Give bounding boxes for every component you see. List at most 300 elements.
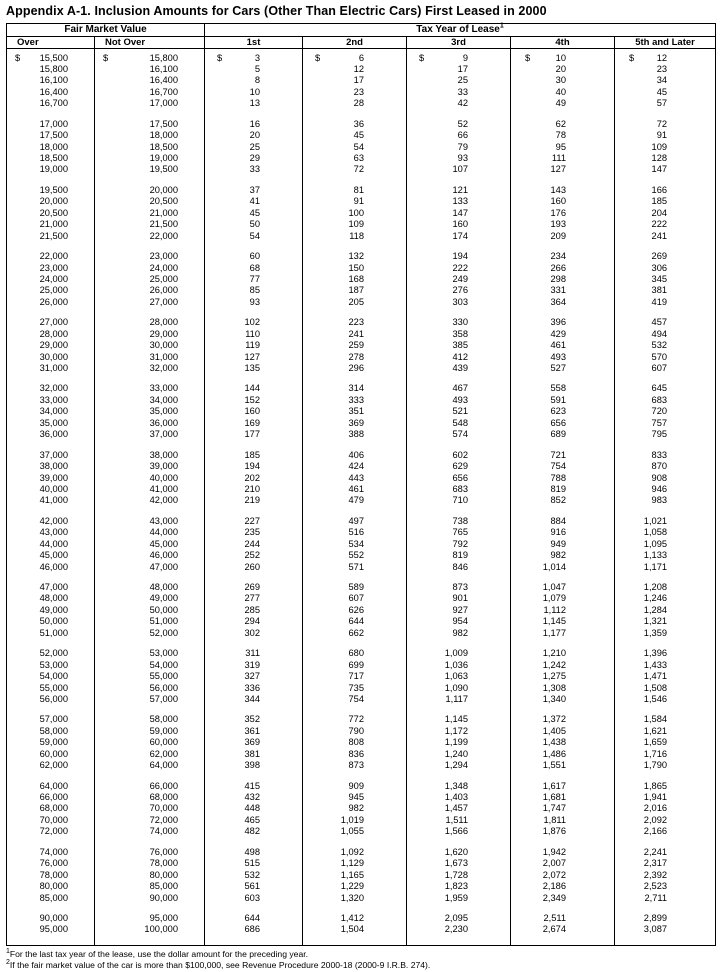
value-cell: 884 [550, 515, 567, 526]
value-group [615, 781, 715, 847]
value-cell: 1,117 [445, 693, 469, 704]
value-cell: 419 [651, 296, 668, 307]
value-cell: 982 [550, 550, 567, 561]
value-cell: 147 [651, 164, 668, 175]
value-cell: 1,412 [340, 912, 365, 923]
value-group [7, 516, 94, 582]
value-cell: 27,000 [39, 317, 68, 328]
value-cell: 241 [348, 328, 365, 339]
value-cell: 1,058 [643, 527, 668, 538]
value-cell: 1,865 [643, 780, 668, 791]
value-cell: 1,284 [643, 604, 668, 615]
value-cell: 686 [244, 924, 261, 935]
value-cell: 52,000 [149, 627, 179, 638]
value-cell: 1,621 [643, 725, 668, 736]
value-cell: 754 [348, 693, 365, 704]
value-group [7, 781, 94, 847]
value-cell: 754 [550, 461, 567, 472]
value-group [511, 648, 614, 714]
footnote-2-marker: 2 [6, 959, 10, 967]
value-group [205, 781, 302, 847]
value-cell: $ 12 [629, 52, 668, 63]
value-cell: 1,433 [643, 659, 668, 670]
value-cell: 276 [452, 285, 469, 296]
value-cell: 57,000 [149, 693, 179, 704]
value-cell: 683 [452, 483, 469, 494]
value-cell: 37,000 [149, 429, 179, 440]
value-cell: 2,711 [644, 892, 668, 903]
value-cell: 45 [249, 207, 261, 218]
value-group [303, 847, 406, 913]
value-cell: 19,000 [149, 153, 179, 163]
value-cell: 2,349 [542, 892, 567, 903]
column-4th-cells [511, 48, 615, 945]
value-cell: 33 [249, 164, 261, 175]
value-cell: 205 [348, 296, 365, 307]
value-cell: 1,294 [444, 760, 469, 771]
value-cell: 133 [452, 196, 469, 207]
value-cell: 59,000 [39, 737, 68, 748]
value-cell: 47,000 [39, 582, 68, 592]
value-cell: 870 [651, 461, 668, 472]
value-cell: 35,000 [39, 417, 68, 428]
value-cell: 1,246 [643, 593, 668, 604]
value-cell: 17 [457, 63, 469, 74]
value-cell: 95,000 [39, 924, 68, 935]
value-cell: 20 [249, 130, 261, 141]
value-cell: 792 [452, 538, 469, 549]
value-group [511, 49, 614, 119]
value-cell: 50 [249, 219, 261, 230]
value-cell: 351 [348, 406, 365, 417]
value-cell: 683 [651, 394, 668, 405]
value-cell: 18,000 [39, 141, 68, 152]
value-cell: 42 [457, 98, 469, 109]
value-cell: 1,504 [340, 924, 365, 935]
value-cell: 60,000 [39, 748, 68, 759]
value-group [615, 450, 715, 516]
value-group [7, 450, 94, 516]
value-group [511, 913, 614, 945]
value-cell: 358 [452, 328, 469, 339]
value-cell: 461 [348, 483, 365, 494]
value-cell: 37,000 [39, 449, 68, 460]
value-cell: 194 [452, 251, 469, 262]
value-cell: 1,486 [542, 748, 567, 759]
value-cell: 1,372 [542, 714, 567, 725]
value-cell: 1,129 [340, 858, 365, 869]
value-group [615, 49, 715, 119]
value-cell: 23 [656, 63, 668, 74]
value-cell: 448 [244, 803, 261, 814]
footnote-1-text: For the last tax year of the lease, use the dollar amount for the preceding year. [9, 948, 308, 959]
value-cell: 60,000 [149, 737, 179, 748]
value-cell: 1,321 [643, 616, 668, 627]
value-cell: 21,500 [39, 230, 68, 241]
value-group [205, 251, 302, 317]
value-cell: 210 [244, 483, 261, 494]
value-cell: 521 [452, 406, 469, 417]
value-cell: 552 [348, 550, 365, 561]
column-header-4th: 4th [511, 36, 615, 48]
column-header-5th-and-later: 5th and Later [615, 36, 716, 48]
value-cell: $ 6 [315, 52, 365, 63]
value-cell: 1,165 [340, 869, 365, 880]
value-cell: 160 [550, 196, 567, 207]
value-cell: 721 [550, 449, 567, 460]
value-cell: 36,000 [39, 429, 68, 440]
value-cell: 109 [651, 141, 668, 152]
value-cell: 81 [353, 184, 365, 195]
value-cell: 235 [244, 527, 261, 538]
value-cell: 51,000 [39, 627, 68, 638]
value-group [407, 317, 510, 383]
value-cell: 16,700 [149, 86, 179, 97]
value-cell: 623 [550, 406, 567, 417]
value-cell: 32,000 [149, 363, 179, 373]
value-cell: 314 [348, 383, 365, 394]
value-cell: 222 [452, 262, 469, 273]
value-cell: 607 [651, 363, 668, 373]
value-cell: 833 [651, 449, 668, 460]
value-group [95, 49, 204, 119]
value-cell: 91 [656, 130, 668, 141]
value-group [7, 913, 94, 945]
value-cell: 493 [452, 394, 469, 405]
value-cell: 498 [244, 846, 261, 857]
value-group [7, 119, 94, 185]
value-cell: 260 [244, 561, 261, 572]
value-cell: 396 [550, 317, 567, 328]
value-cell: 16,400 [39, 86, 68, 97]
value-cell: 18,000 [149, 130, 179, 141]
value-cell: 1,208 [643, 582, 668, 592]
value-cell: 252 [244, 550, 261, 561]
value-cell: 327 [244, 671, 261, 682]
value-cell: 2,007 [542, 858, 567, 869]
value-cell: 908 [651, 472, 668, 483]
value-cell: 302 [244, 627, 261, 638]
value-group [407, 582, 510, 648]
value-cell: 42,000 [149, 495, 179, 506]
value-cell: 873 [452, 582, 469, 592]
value-cell: 29 [249, 153, 261, 163]
value-group [205, 450, 302, 516]
value-cell: 58,000 [149, 714, 179, 725]
value-cell: 19,500 [39, 184, 68, 195]
value-cell: $ 3 [217, 52, 261, 63]
value-cell: 12 [353, 63, 365, 74]
value-group [7, 648, 94, 714]
value-cell: 1,340 [542, 693, 567, 704]
value-cell: 118 [349, 230, 365, 241]
value-cell: 330 [452, 317, 469, 328]
value-group [303, 119, 406, 185]
value-group [95, 251, 204, 317]
value-cell: 160 [452, 219, 469, 230]
value-cell: 34 [656, 75, 668, 86]
value-cell: 16,100 [39, 75, 68, 86]
value-cell: 95 [555, 141, 567, 152]
column-3rd-cells [407, 48, 511, 945]
value-cell: 571 [348, 561, 365, 572]
value-cell: 78 [555, 130, 567, 141]
value-cell: 1,133 [643, 550, 668, 561]
value-group [615, 119, 715, 185]
value-group [511, 185, 614, 251]
value-cell: 1,019 [340, 814, 365, 825]
value-cell: 1,055 [340, 826, 365, 837]
value-cell: 72,000 [149, 814, 179, 825]
value-cell: 1,511 [445, 814, 469, 825]
value-cell: 57,000 [39, 714, 68, 725]
value-cell: 626 [348, 604, 365, 615]
value-cell: 33,000 [149, 383, 179, 394]
value-cell: 1,240 [444, 748, 469, 759]
value-cell: 1,172 [444, 725, 469, 736]
column-2nd-cells [303, 48, 407, 945]
value-cell: 72,000 [39, 826, 68, 837]
value-cell: 285 [244, 604, 261, 615]
value-cell: 223 [348, 317, 365, 328]
value-cell: 2,523 [643, 881, 668, 892]
value-group [95, 317, 204, 383]
value-cell: 1,617 [542, 780, 567, 791]
value-cell: 168 [348, 273, 365, 284]
value-cell: 1,063 [444, 671, 469, 682]
value-cell: 467 [452, 383, 469, 394]
value-cell: 1,112 [543, 604, 567, 615]
value-cell: 819 [452, 550, 469, 561]
value-cell: 41 [249, 196, 261, 207]
column-header-3rd: 3rd [407, 36, 511, 48]
value-cell: 52 [457, 118, 469, 129]
value-cell: 64,000 [39, 780, 68, 791]
value-cell: 429 [550, 328, 567, 339]
value-group [407, 49, 510, 119]
value-cell: 19,500 [149, 164, 179, 175]
value-group [615, 913, 715, 945]
value-cell: 574 [452, 429, 469, 440]
value-group [407, 450, 510, 516]
value-cell: 28,000 [149, 317, 179, 328]
value-cell: 19,000 [39, 164, 68, 175]
value-cell: 439 [452, 363, 469, 373]
value-cell: 1,242 [542, 659, 567, 670]
value-cell: 132 [348, 251, 365, 262]
value-group [615, 317, 715, 383]
value-cell: 41,000 [149, 483, 179, 494]
value-group [511, 516, 614, 582]
value-cell: 1,403 [444, 792, 469, 802]
value-cell: 294 [244, 616, 261, 627]
value-cell: 24,000 [39, 273, 68, 284]
value-cell: 1,275 [542, 671, 567, 682]
value-cell: 102 [244, 317, 261, 328]
value-cell: 30,000 [149, 340, 179, 351]
value-cell: 93 [249, 296, 261, 307]
value-cell: 17,000 [149, 98, 179, 109]
value-cell: 55,000 [39, 682, 68, 693]
value-group [205, 714, 302, 780]
value-cell: 54 [353, 141, 365, 152]
value-cell: 398 [244, 760, 261, 771]
value-cell: 26,000 [39, 296, 68, 307]
value-group [615, 383, 715, 449]
value-cell: 629 [452, 461, 469, 472]
value-cell: 50,000 [39, 616, 68, 627]
value-cell: 62,000 [149, 748, 179, 759]
value-cell: 25,000 [149, 273, 179, 284]
value-cell: 30 [555, 75, 567, 86]
value-group [303, 913, 406, 945]
value-cell: 406 [348, 449, 365, 460]
value-cell: 72 [656, 118, 668, 129]
value-cell: 45 [656, 86, 668, 97]
value-group [303, 781, 406, 847]
value-cell: 20,000 [149, 184, 179, 195]
value-cell: 699 [348, 659, 365, 670]
value-cell: 381 [651, 285, 668, 296]
value-cell: 194 [244, 461, 261, 472]
value-cell: 1,566 [444, 826, 469, 837]
value-group [95, 913, 204, 945]
value-cell: 34,000 [149, 394, 179, 405]
value-cell: 74,000 [149, 826, 179, 837]
column-not-over-cells [95, 48, 205, 945]
value-group [95, 383, 204, 449]
value-cell: 388 [348, 429, 365, 440]
value-cell: 1,823 [444, 881, 469, 892]
value-cell: 916 [550, 527, 567, 538]
value-cell: 415 [244, 780, 261, 791]
value-cell: 91 [353, 196, 365, 207]
inclusion-amounts-table [6, 23, 716, 946]
value-cell: 909 [348, 780, 365, 791]
value-cell: 23,000 [149, 251, 179, 262]
value-cell: 757 [651, 417, 668, 428]
column-over-cells [7, 48, 95, 945]
value-cell: 532 [244, 869, 261, 880]
value-cell: 344 [244, 693, 261, 704]
value-cell: 461 [550, 340, 567, 351]
value-cell: 527 [550, 363, 567, 373]
value-cell: 24,000 [149, 262, 179, 273]
value-cell: 42,000 [39, 515, 68, 526]
value-cell: 927 [452, 604, 469, 615]
value-group [615, 516, 715, 582]
value-cell: 266 [550, 262, 567, 273]
value-group [615, 251, 715, 317]
value-group [95, 450, 204, 516]
value-cell: 202 [244, 472, 261, 483]
value-cell: 128 [651, 153, 668, 163]
value-cell: 901 [452, 593, 469, 604]
value-cell: 765 [452, 527, 469, 538]
value-cell: 57 [656, 98, 668, 109]
value-cell: 717 [348, 671, 365, 682]
value-cell: 49,000 [149, 593, 179, 604]
value-cell: 1,659 [643, 737, 668, 748]
value-group [407, 251, 510, 317]
value-group [407, 119, 510, 185]
value-cell: 68 [249, 262, 261, 273]
value-cell: 119 [245, 340, 261, 351]
value-cell: 1,584 [643, 714, 668, 725]
value-cell: 424 [348, 461, 365, 472]
value-cell: 107 [452, 164, 469, 175]
value-cell: 1,047 [542, 582, 567, 592]
value-cell: 85,000 [39, 892, 68, 903]
value-cell: 40,000 [149, 472, 179, 483]
value-group [95, 847, 204, 913]
value-cell: 8 [254, 75, 261, 86]
value-cell: 127 [244, 351, 261, 362]
value-cell: 589 [348, 582, 365, 592]
value-cell: 20 [555, 63, 567, 74]
value-cell: 20,000 [39, 196, 68, 207]
value-cell: 204 [651, 207, 668, 218]
value-cell: 44,000 [39, 538, 68, 549]
value-cell: 187 [348, 285, 365, 296]
value-cell: 1,021 [643, 515, 668, 526]
value-group [407, 714, 510, 780]
value-group [205, 847, 302, 913]
column-header-1st: 1st [205, 36, 303, 48]
value-cell: 40,000 [39, 483, 68, 494]
value-cell: 45,000 [149, 538, 179, 549]
value-cell: 29,000 [149, 328, 179, 339]
value-cell: 385 [452, 340, 469, 351]
value-cell: 16,400 [149, 75, 179, 86]
value-cell: 1,941 [643, 792, 668, 802]
value-cell: 2,899 [643, 912, 668, 923]
value-group [7, 714, 94, 780]
value-cell: 1,009 [444, 648, 469, 659]
value-group [7, 317, 94, 383]
table-body-row [7, 48, 716, 945]
value-cell: 241 [651, 230, 668, 241]
value-cell: 982 [452, 627, 469, 638]
value-cell: 58,000 [39, 725, 68, 736]
value-cell: 227 [244, 515, 261, 526]
value-cell: 25 [457, 75, 469, 86]
currency-symbol: $ [103, 52, 109, 63]
value-cell: 17,500 [149, 118, 179, 129]
value-cell: 735 [348, 682, 365, 693]
value-cell: 78,000 [149, 858, 179, 869]
value-cell: 2,511 [543, 912, 567, 923]
value-cell: 219 [244, 495, 261, 506]
value-cell: 37 [249, 184, 261, 195]
value-group [303, 450, 406, 516]
value-group [303, 251, 406, 317]
value-cell: 176 [550, 207, 567, 218]
value-cell: 54 [249, 230, 261, 241]
value-cell: 1,308 [542, 682, 567, 693]
value-cell: 160 [244, 406, 261, 417]
value-cell: 85,000 [149, 881, 179, 892]
header-tax-year-label: Tax Year of Lease [416, 24, 500, 35]
page-title: Appendix A-1. Inclusion Amounts for Cars (Other Than Electric Cars) First Leased in 2000 [6, 4, 547, 18]
table-header-group-row [7, 24, 716, 37]
value-cell: 48,000 [149, 582, 179, 592]
value-cell: 40 [555, 86, 567, 97]
value-group [7, 49, 94, 119]
value-cell: 602 [452, 449, 469, 460]
value-group [205, 119, 302, 185]
value-cell: 278 [348, 351, 365, 362]
